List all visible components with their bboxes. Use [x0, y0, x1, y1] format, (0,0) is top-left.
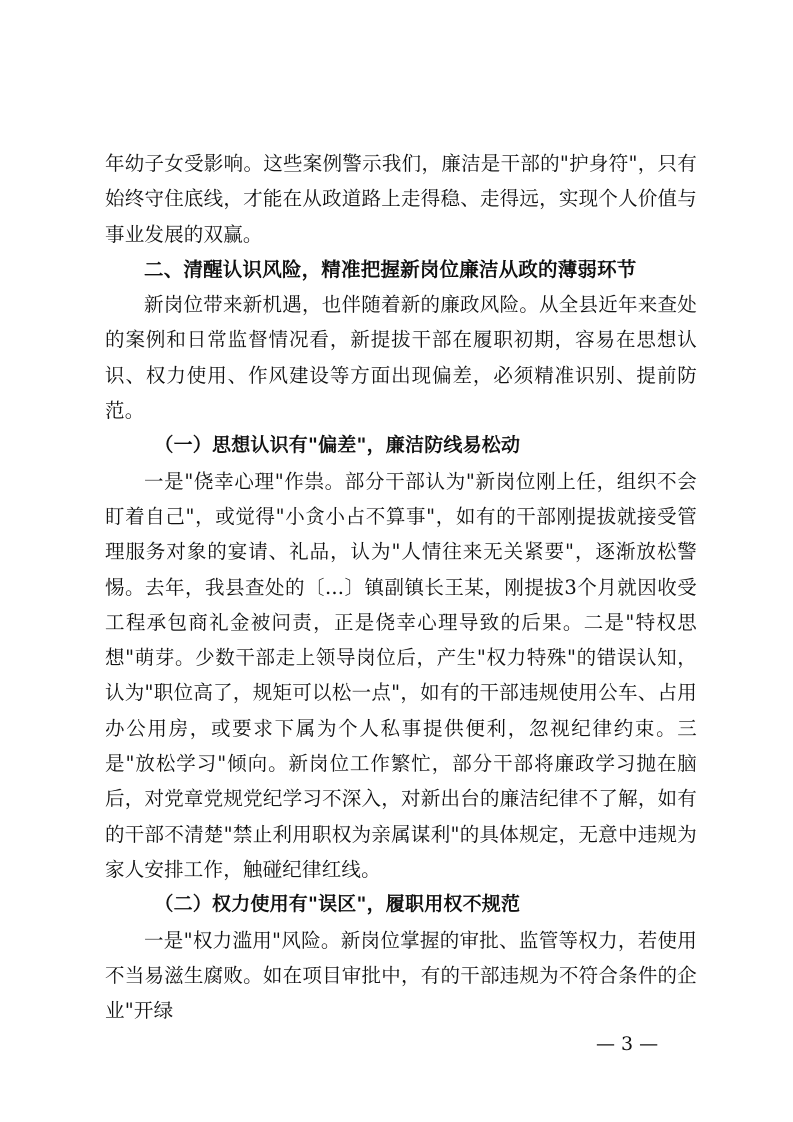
body-paragraph-continued: 年幼子女受影响。这些案例警示我们，廉洁是干部的"护身符"，只有始终守住底线，才能在从政道路上走得稳、走得远，实现个人价值与事业发展的双赢。 — [105, 152, 697, 246]
section-heading-2: 二、清醒认识风险，精准把握新岗位廉洁从政的薄弱环节 — [144, 257, 637, 281]
body-paragraph: 一是"侥幸心理"作祟。部分干部认为"新岗位刚上任，组织不会盯着自己"，或觉得"小贪小占不算事"，如有的干部刚提拔就接受管理服务对象的宴请、礼品，认为"人情往来无关紧要"，逐渐放松警惕。去年，我县查处的〔...〕镇副镇长王某，刚提拔3个月就因收受工程承包商礼金被问责，正是侥幸心理导致的后果。二是"特权思想"萌芽。少数干部走上领导岗位后，产生"权力特殊"的错误认知，认为"职位高了，规矩可以松一点"，如有的干部违规使用公车、占用办公用房，或要求下属为个人私事提供便利，忽视纪律约束。三是"放松学习"倾向。新岗位工作繁忙，部分干部将廉政学习抛在脑后，对党章党规党纪学习不深入，对新出台的廉洁纪律不了解，如有的干部不清楚"禁止利用职权为亲属谋利"的具体规定，无意中违规为家人安排工作，触碰纪律红线。 — [105, 469, 697, 881]
body-paragraph: 一是"权力滥用"风险。新岗位掌握的审批、监管等权力，若使用不当易滋生腐败。如在项目审批中，有的干部违规为不符合条件的企业"开绿 — [105, 928, 697, 1023]
subsection-heading-2: （二）权力使用有"误区"，履职用权不规范 — [154, 893, 521, 916]
body-paragraph: 新岗位带来新机遇，也伴随着新的廉政风险。从全县近年来查处的案例和日常监督情况看，新提拔干部在履职初期，容易在思想认识、权力使用、作风建设等方面出现偏差，必须精准识别、提前防范。 — [105, 293, 697, 423]
subsection-heading-1: （一）思想认识有"偏差"，廉洁防线易松动 — [154, 434, 521, 457]
page-number: — 3 — — [596, 1033, 659, 1055]
document-page — [105, 146, 697, 1028]
